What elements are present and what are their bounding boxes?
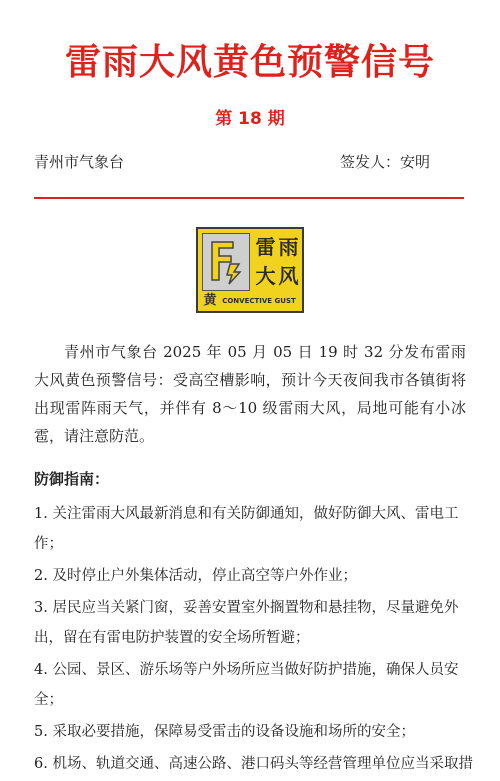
- badge-footer: [202, 293, 300, 309]
- guide-item: 3. 居民应当关紧门窗，妥善安置室外搁置物和悬挂物，尽量避免外出，留在有雷电防护装置的安全场所暂避；: [34, 600, 459, 646]
- badge-glyphs: [254, 233, 300, 291]
- badge-char-lei: 雷: [255, 235, 276, 259]
- guide-list: [34, 499, 474, 781]
- red-divider: [34, 197, 464, 199]
- guide-item: 6. 机场、轨道交通、高速公路、港口码头等经营管理单位应当采取措: [34, 756, 473, 772]
- guide-item: 1. 关注雷雨大风最新消息和有关防御通知，做好防御大风、雷电工作；: [34, 506, 459, 552]
- badge-char-yu: 雨: [278, 235, 299, 259]
- issuer: 青州市气象台: [34, 153, 125, 171]
- warning-paragraph: 青州市气象台 2025 年 05 月 05 日 19 时 32 分发布雷雨大风黄色预警信号：受高空槽影响，预计今天夜间我市各镇街将出现雷阵雨天气，并伴有 8～10 级雷雨大风，局地可能有小冰雹，请注意防范。: [34, 343, 466, 445]
- badge-char-feng: 风: [278, 264, 299, 288]
- signer: 签发人：安明: [340, 153, 431, 171]
- badge-english-label: CONVECTIVE GUST: [222, 297, 296, 305]
- guide-item: 2. 及时停止户外集体活动，停止高空等户外作业；: [34, 568, 357, 584]
- guide-item: 4. 公园、景区、游乐场等户外场所应当做好防护措施，确保人员安全；: [34, 662, 459, 708]
- guide-heading: 防御指南：: [34, 470, 110, 488]
- issue-number: 第 18 期: [215, 109, 285, 129]
- warning-signal-badge: [196, 227, 304, 313]
- guide-item: 5. 采取必要措施，保障易受雷击的设备设施和场所的安全；: [34, 724, 415, 740]
- badge-char-da: 大: [255, 264, 276, 288]
- badge-color-char: 黄: [203, 293, 217, 308]
- lightning-wind-icon: [202, 233, 250, 291]
- document-title: 雷雨大风黄色预警信号: [64, 42, 435, 83]
